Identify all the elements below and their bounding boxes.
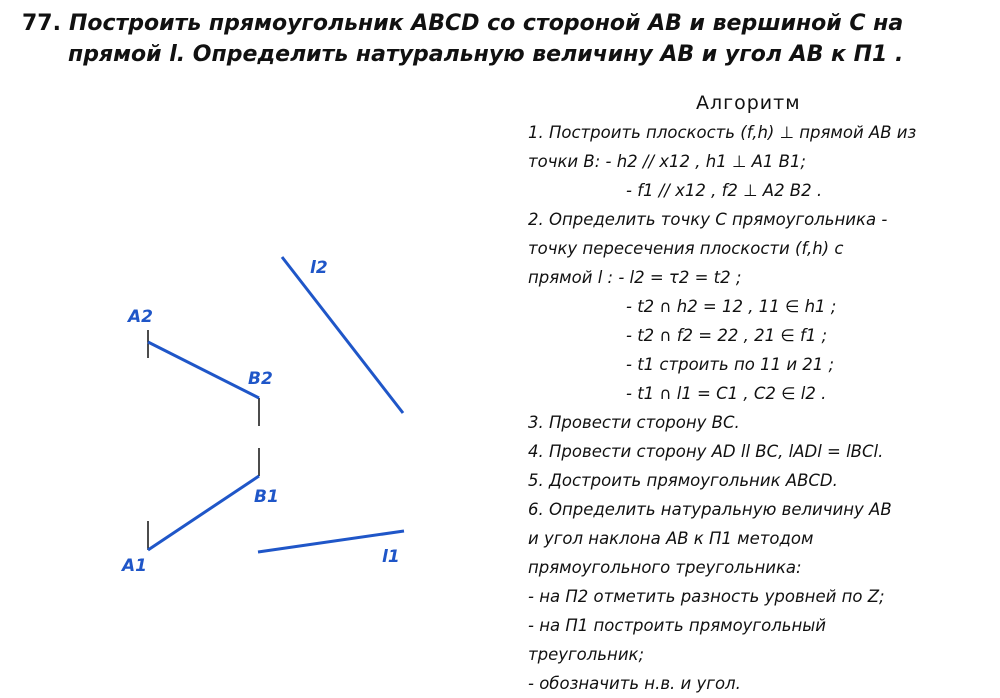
task-number: 77. xyxy=(22,11,61,36)
algo-line-11: 3. Провести сторону BC. xyxy=(528,413,740,432)
task-line-1: Построить прямоугольник ABCD со стороной AB и вершиной C на xyxy=(68,11,904,36)
algo-line-17: - на П2 отметить разность уровней по Z; xyxy=(528,587,885,606)
label-l1: l1 xyxy=(382,547,400,567)
algo-line-4: 2. Определить точку C прямоугольника - xyxy=(528,210,888,229)
algo-line-10: - t1 ∩ l1 = C1 , C2 ∈ l2 . xyxy=(626,384,827,403)
algo-line-3: - f1 // x12 , f2 ⊥ A2 B2 . xyxy=(626,181,823,200)
segment-a2b2 xyxy=(148,342,259,398)
algo-line-6: прямой l : - l2 = τ2 = t2 ; xyxy=(528,268,742,287)
algo-line-5: точку пересечения плоскости (f,h) с xyxy=(528,239,844,258)
algo-line-1: 1. Построить плоскость (f,h) ⊥ прямой AB из xyxy=(528,123,917,142)
label-a1: A1 xyxy=(122,556,147,576)
algo-line-8: - t2 ∩ f2 = 22 , 21 ∈ f1 ; xyxy=(626,326,828,345)
algo-line-18: - на П1 построить прямоугольный xyxy=(528,616,826,635)
label-b1: B1 xyxy=(254,487,279,507)
algo-line-9: - t1 строить по 11 и 21 ; xyxy=(626,355,835,374)
task-line-2: прямой l. Определить натуральную величину AB и угол AB к П1 . xyxy=(68,42,904,67)
algo-line-19: треугольник; xyxy=(528,645,645,664)
label-a2: A2 xyxy=(128,307,153,327)
algo-line-14: 6. Определить натуральную величину AB xyxy=(528,500,892,519)
algo-line-13: 5. Достроить прямоугольник ABCD. xyxy=(528,471,838,490)
algo-line-20: - обозначить н.в. и угол. xyxy=(528,674,741,693)
label-b2: B2 xyxy=(248,369,273,389)
segment-a1b1 xyxy=(148,476,259,550)
line-l2 xyxy=(282,257,403,413)
label-l2: l2 xyxy=(310,258,328,278)
algorithm-title: Алгоритм xyxy=(696,92,801,114)
algo-line-12: 4. Провести сторону AD ll BC, lADl = lBCl. xyxy=(528,442,884,461)
algo-line-7: - t2 ∩ h2 = 12 , 11 ∈ h1 ; xyxy=(626,297,837,316)
algo-line-15: и угол наклона AB к П1 методом xyxy=(528,529,814,548)
algo-line-2: точки B: - h2 // x12 , h1 ⊥ A1 B1; xyxy=(528,152,806,171)
algo-line-16: прямоугольного треугольника: xyxy=(528,558,802,577)
